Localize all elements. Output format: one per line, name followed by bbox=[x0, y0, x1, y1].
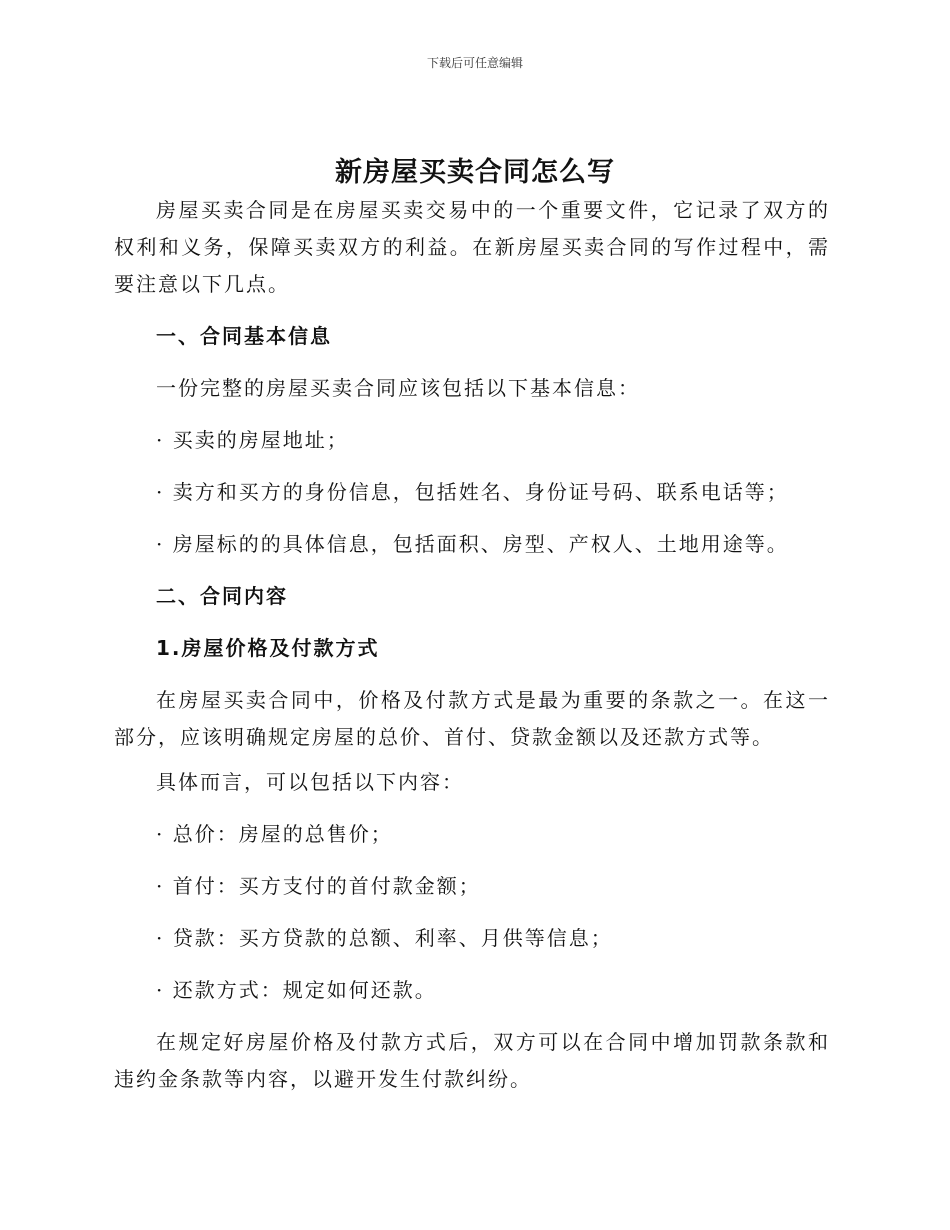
list-item: · 房屋标的的具体信息，包括面积、房型、产权人、土地用途等。 bbox=[156, 532, 789, 556]
list-item: · 买卖的房屋地址； bbox=[156, 428, 349, 452]
price-lead: 具体而言，可以包括以下内容： bbox=[156, 770, 464, 794]
list-item: · 总价：房屋的总售价； bbox=[156, 822, 393, 846]
document-title: 新房屋买卖合同怎么写 bbox=[335, 157, 615, 188]
price-paragraph: 在房屋买卖合同中，价格及付款方式是最为重要的条款之一。在这一部分，应该明确规定房屋的总价、首付、贷款金额以及还款方式等。 bbox=[114, 688, 830, 749]
document-body bbox=[114, 192, 830, 1106]
intro-paragraph: 房屋买卖合同是在房屋买卖交易中的一个重要文件，它记录了双方的权利和义务，保障买卖双方的利益。在新房屋买卖合同的写作过程中，需要注意以下几点。 bbox=[114, 198, 830, 296]
list-item: · 贷款：买方贷款的总额、利率、月供等信息； bbox=[156, 926, 613, 950]
section-1-heading: 一、合同基本信息 bbox=[156, 324, 332, 348]
list-item: · 卖方和买方的身份信息，包括姓名、身份证号码、联系电话等； bbox=[156, 480, 789, 504]
section-2-heading: 二、合同内容 bbox=[156, 584, 288, 608]
closing-paragraph: 在规定好房屋价格及付款方式后，双方可以在合同中增加罚款条款和违约金条款等内容，以避开发生付款纠纷。 bbox=[114, 1030, 830, 1091]
list-item: · 还款方式：规定如何还款。 bbox=[156, 978, 437, 1002]
list-item: · 首付：买方支付的首付款金额； bbox=[156, 874, 481, 898]
page-header-note: 下载后可任意编辑 bbox=[426, 56, 523, 70]
subsection-1-heading: 1.房屋价格及付款方式 bbox=[156, 636, 380, 660]
section-1-lead: 一份完整的房屋买卖合同应该包括以下基本信息： bbox=[156, 376, 640, 400]
